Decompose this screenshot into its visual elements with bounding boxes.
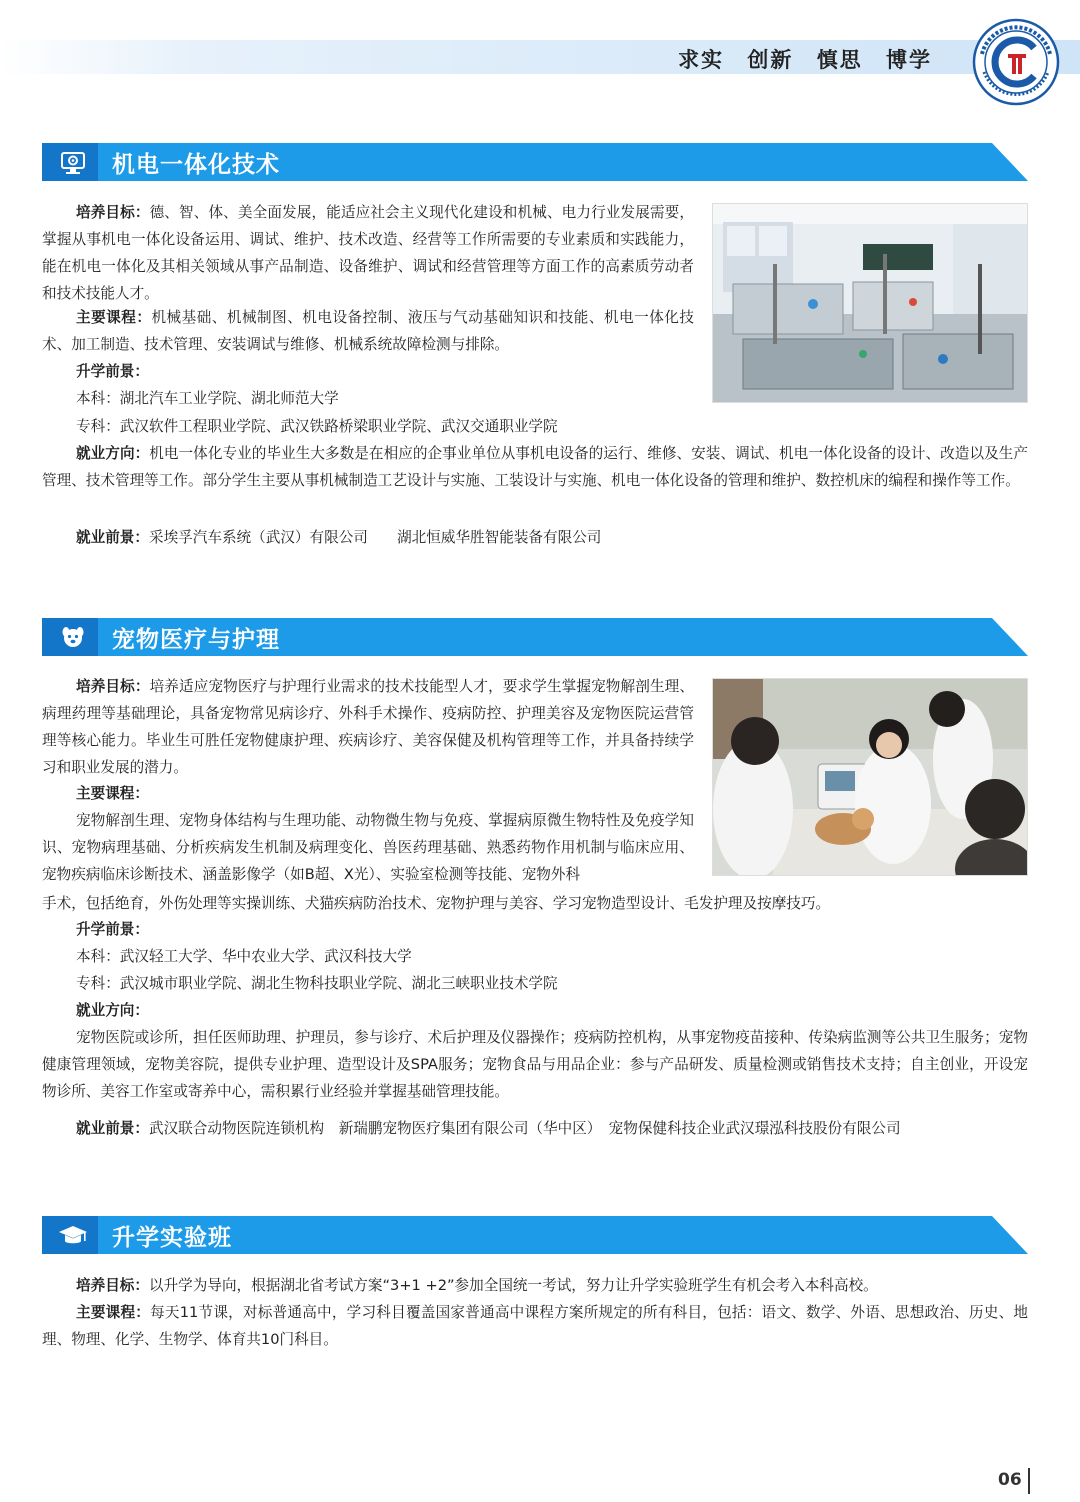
direction-text: 机电一体化专业的毕业生大多数是在相应的企事业单位从事机电设备的运行、维修、安装、调试、机电一体化设备的设计、改造以及生产管理、技术管理等工作。部分学生主要从事机械制造工艺设计与实施、工装设计与实施、机电一体化设备的管理和维护、数控机床的编程和操作等工作。: [42, 445, 1028, 489]
page-number-divider: [1028, 1468, 1030, 1494]
goal-text: 德、智、体、美全面发展，能适应社会主义现代化建设和机械、电力行业发展需要，掌握从事机电一体化设备运用、调试、维护、技术改造、经营等工作所需要的专业素质和实践能力，能在机电一体化及其相关领域从事产品制造、设备维护、调试和经营管理等方面工作的高素质劳动者和技术技能人才。: [42, 204, 694, 302]
motto-word: 创新: [747, 47, 794, 72]
pet-clinic-photo: [712, 678, 1028, 876]
paw-icon: [58, 622, 88, 652]
course-paragraph: [42, 1299, 1028, 1353]
school-logo: [972, 18, 1060, 106]
section-header-advanced-class: [42, 1216, 1028, 1254]
goal-text: 以升学为导向，根据湖北省考试方案“3+1 +2”参加全国统一考试，努力让升学实验班学生有机会考入本科高校。: [148, 1277, 878, 1294]
section-header-mechatronics: [42, 143, 1028, 181]
school-motto: [664, 44, 932, 74]
goal-label: 培养目标：: [76, 204, 150, 221]
goal-paragraph: [42, 673, 694, 781]
course-text: 机械基础、机械制图、机电设备控制、液压与气动基础知识和技能、机电一体化技术、加工制造、技术管理、安装调试与维修、机械系统故障检测与排除。: [42, 309, 694, 353]
motto-word: 慎思: [816, 47, 863, 72]
mechatronics-lab-photo: [712, 203, 1028, 403]
course-text: 宠物解剖生理、宠物身体结构与生理功能、动物微生物与免疫、掌握病原微生物特性及免疫学知识、宠物病理基础、分析疾病发生机制及病理变化、兽医药理基础、熟悉药物作用机制与临床应用、宠物疾病临床诊断技术、涵盖影像学（如B超、X光）、实验室检测等技能、宠物外科: [42, 812, 694, 883]
direction-text: 宠物医院或诊所，担任医师助理、护理员，参与诊疗、术后护理及仪器操作；疫病防控机构，从事宠物疫苗接种、传染病监测等公共卫生服务；宠物健康管理领域，宠物美容院，提供专业护理、造型设计及SPA服务；宠物食品与用品企业：参与产品研发、质量检测或销售技术支持；自主创业，开设宠物诊所、美容工作室或寄养中心，需积累行业经验并掌握基础管理技能。: [42, 1029, 1028, 1100]
further-study-label: [42, 916, 1028, 943]
section-title: 升学实验班: [112, 1225, 232, 1251]
bachelor-line: 本科：武汉轻工大学、华中农业大学、武汉科技大学: [76, 948, 412, 965]
section-title: 机电一体化技术: [112, 152, 280, 178]
further-label: 升学前景：: [76, 363, 149, 380]
direction-label: 就业方向：: [76, 1002, 149, 1019]
goal-label: 培养目标：: [76, 1277, 149, 1294]
further-label: 升学前景：: [76, 921, 149, 938]
gear-monitor-icon: [58, 147, 88, 177]
section-title: 宠物医疗与护理: [112, 627, 280, 653]
course-label: 主要课程：: [76, 785, 149, 802]
course-label: 主要课程：: [76, 309, 152, 326]
bachelor-line: 本科：湖北汽车工业学院、湖北师范大学: [76, 390, 339, 407]
prospect-paragraph: [42, 1115, 1028, 1142]
prospect-text: 武汉联合动物医院连锁机构 新瑞鹏宠物医疗集团有限公司（华中区） 宠物保健科技企业武汉璟泓科技股份有限公司: [148, 1120, 901, 1137]
course-text-tail: 手术，包括绝育，外伤处理等实操训练、犬猫疾病防治技术、宠物护理与美容、学习宠物造型设计、毛发护理及按摩技巧。: [42, 895, 831, 912]
college-line: 专科：武汉软件工程职业学院、武汉铁路桥梁职业学院、武汉交通职业学院: [76, 418, 558, 435]
direction-label: 就业方向：: [76, 445, 150, 462]
prospect-paragraph: [42, 524, 1028, 551]
course-text: 每天11节课，对标普通高中，学习科目覆盖国家普通高中课程方案所规定的所有科目，包括：语文、数学、外语、思想政治、历史、地理、物理、化学、生物学、体育共10门科目。: [42, 1304, 1028, 1348]
prospect-label: 就业前景：: [76, 1120, 149, 1137]
prospect-text: 采埃孚汽车系统（武汉）有限公司 湖北恒威华胜智能装备有限公司: [148, 529, 602, 546]
section-header-pet-care: [42, 618, 1028, 656]
prospect-label: 就业前景：: [76, 529, 149, 546]
course-label: 主要课程：: [76, 1304, 151, 1321]
page-number: 06: [998, 1470, 1022, 1490]
motto-word: 求实: [678, 47, 725, 72]
graduation-cap-icon: [58, 1220, 88, 1250]
goal-paragraph: [42, 1272, 1028, 1299]
goal-paragraph: [42, 199, 694, 307]
college-line: 专科：武汉城市职业学院、湖北生物科技职业学院、湖北三峡职业技术学院: [76, 975, 558, 992]
direction-paragraph: [42, 440, 1028, 494]
direction-label-line: [42, 997, 1028, 1024]
course-paragraph: [42, 304, 694, 358]
further-study-label: [42, 358, 694, 385]
goal-text: 培养适应宠物医疗与护理行业需求的技术技能型人才，要求学生掌握宠物解剖生理、病理药理等基础理论，具备宠物常见病诊疗、外科手术操作、疫病防控、护理美容及宠物医院运营管理等核心能力。毕业生可胜任宠物健康护理、疾病诊疗、美容保健及机构管理等工作，并具备持续学习和职业发展的潜力。: [42, 678, 694, 776]
goal-label: 培养目标：: [76, 678, 150, 695]
course-label-line: [42, 780, 694, 807]
motto-word: 博学: [886, 47, 932, 72]
